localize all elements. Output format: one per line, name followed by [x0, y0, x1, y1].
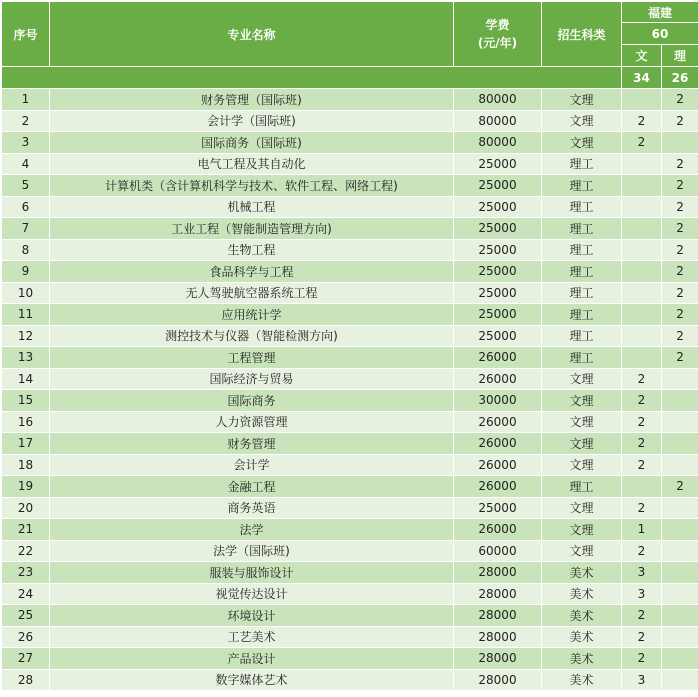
- row-wen-quota: [622, 175, 662, 197]
- row-major-name: 工业工程（智能制造管理方向): [50, 218, 454, 240]
- header-wen: 文: [622, 45, 662, 67]
- row-wen-quota: [622, 89, 662, 111]
- row-tuition: 25000: [454, 304, 542, 326]
- row-wen-quota: 3: [622, 583, 662, 605]
- row-major-name: 应用统计学: [50, 304, 454, 326]
- row-index: 11: [2, 304, 50, 326]
- row-category: 文理: [542, 89, 622, 111]
- table-row: [2, 175, 698, 197]
- row-li-quota: 2: [662, 261, 698, 283]
- row-li-quota: 2: [662, 282, 698, 304]
- row-major-name: 计算机类（含计算机科学与技术、软件工程、网络工程): [50, 175, 454, 197]
- table-row: [2, 540, 698, 562]
- row-major-name: 无人驾驶航空器系统工程: [50, 282, 454, 304]
- row-wen-quota: 1: [622, 519, 662, 541]
- row-tuition: 28000: [454, 562, 542, 584]
- row-tuition: 26000: [454, 347, 542, 369]
- header-index: 序号: [2, 2, 50, 67]
- row-wen-quota: 2: [622, 497, 662, 519]
- header-region: 福建: [622, 2, 698, 23]
- row-tuition: 25000: [454, 282, 542, 304]
- row-major-name: 产品设计: [50, 648, 454, 670]
- row-tuition: 25000: [454, 239, 542, 261]
- row-wen-quota: [622, 153, 662, 175]
- row-major-name: 人力资源管理: [50, 411, 454, 433]
- row-category: 文理: [542, 390, 622, 412]
- row-tuition: 25000: [454, 153, 542, 175]
- row-category: 文理: [542, 454, 622, 476]
- row-li-quota: 2: [662, 153, 698, 175]
- row-li-quota: 2: [662, 239, 698, 261]
- row-li-quota: [662, 368, 698, 390]
- row-major-name: 国际经济与贸易: [50, 368, 454, 390]
- row-tuition: 28000: [454, 669, 542, 691]
- row-tuition: 25000: [454, 325, 542, 347]
- row-li-quota: 2: [662, 175, 698, 197]
- row-tuition: 25000: [454, 196, 542, 218]
- row-index: 3: [2, 132, 50, 154]
- row-li-quota: [662, 433, 698, 455]
- row-index: 25: [2, 605, 50, 627]
- row-index: 20: [2, 497, 50, 519]
- row-major-name: 金融工程: [50, 476, 454, 498]
- row-tuition: 26000: [454, 519, 542, 541]
- row-major-name: 工程管理: [50, 347, 454, 369]
- row-index: 10: [2, 282, 50, 304]
- row-tuition: 25000: [454, 218, 542, 240]
- table-row: [2, 497, 698, 519]
- row-index: 13: [2, 347, 50, 369]
- row-major-name: 食品科学与工程: [50, 261, 454, 283]
- row-index: 17: [2, 433, 50, 455]
- table-row: [2, 476, 698, 498]
- row-tuition: 28000: [454, 626, 542, 648]
- row-wen-quota: [622, 196, 662, 218]
- enrollment-plan-table: [1, 1, 698, 691]
- row-major-name: 财务管理（国际班): [50, 89, 454, 111]
- row-major-name: 法学（国际班): [50, 540, 454, 562]
- row-major-name: 服装与服饰设计: [50, 562, 454, 584]
- row-category: 理工: [542, 347, 622, 369]
- row-category: 理工: [542, 476, 622, 498]
- row-index: 4: [2, 153, 50, 175]
- row-wen-quota: 2: [622, 368, 662, 390]
- row-wen-quota: 2: [622, 648, 662, 670]
- table-row: [2, 411, 698, 433]
- row-wen-quota: 2: [622, 433, 662, 455]
- row-tuition: 30000: [454, 390, 542, 412]
- row-index: 27: [2, 648, 50, 670]
- row-li-quota: 2: [662, 218, 698, 240]
- row-category: 文理: [542, 368, 622, 390]
- table-row: [2, 669, 698, 691]
- row-category: 理工: [542, 153, 622, 175]
- row-category: 理工: [542, 261, 622, 283]
- row-major-name: 财务管理: [50, 433, 454, 455]
- header-major-name: 专业名称: [50, 2, 454, 67]
- row-index: 14: [2, 368, 50, 390]
- row-major-name: 国际商务: [50, 390, 454, 412]
- row-li-quota: 2: [662, 196, 698, 218]
- row-wen-quota: 3: [622, 562, 662, 584]
- row-wen-quota: 2: [622, 626, 662, 648]
- row-tuition: 28000: [454, 648, 542, 670]
- row-major-name: 生物工程: [50, 239, 454, 261]
- row-index: 16: [2, 411, 50, 433]
- row-li-quota: 2: [662, 110, 698, 132]
- row-major-name: 商务英语: [50, 497, 454, 519]
- row-category: 文理: [542, 519, 622, 541]
- row-category: 美术: [542, 648, 622, 670]
- row-tuition: 80000: [454, 132, 542, 154]
- table-row: [2, 196, 698, 218]
- table-header: [2, 2, 698, 89]
- row-category: 文理: [542, 497, 622, 519]
- row-category: 美术: [542, 562, 622, 584]
- row-tuition: 26000: [454, 411, 542, 433]
- row-wen-quota: [622, 239, 662, 261]
- row-li-quota: [662, 648, 698, 670]
- row-index: 2: [2, 110, 50, 132]
- row-tuition: 80000: [454, 110, 542, 132]
- row-li-quota: [662, 411, 698, 433]
- row-wen-quota: [622, 261, 662, 283]
- row-wen-quota: [622, 325, 662, 347]
- table-row: [2, 583, 698, 605]
- row-wen-quota: [622, 476, 662, 498]
- row-major-name: 环境设计: [50, 605, 454, 627]
- row-index: 24: [2, 583, 50, 605]
- row-major-name: 测控技术与仪器（智能检测方向): [50, 325, 454, 347]
- table-row: [2, 282, 698, 304]
- row-li-quota: [662, 540, 698, 562]
- header-wen-total: 34: [622, 67, 662, 89]
- table-body: [2, 89, 698, 691]
- row-category: 美术: [542, 669, 622, 691]
- table-row: [2, 519, 698, 541]
- row-li-quota: [662, 497, 698, 519]
- row-wen-quota: 2: [622, 132, 662, 154]
- row-tuition: 80000: [454, 89, 542, 111]
- header-li-total: 26: [662, 67, 698, 89]
- row-index: 18: [2, 454, 50, 476]
- row-index: 6: [2, 196, 50, 218]
- table-row: [2, 626, 698, 648]
- table-row: [2, 304, 698, 326]
- row-major-name: 会计学: [50, 454, 454, 476]
- row-li-quota: [662, 390, 698, 412]
- row-wen-quota: [622, 304, 662, 326]
- row-index: 26: [2, 626, 50, 648]
- row-li-quota: 2: [662, 347, 698, 369]
- row-major-name: 数字媒体艺术: [50, 669, 454, 691]
- row-li-quota: [662, 454, 698, 476]
- table-row: [2, 605, 698, 627]
- row-li-quota: [662, 626, 698, 648]
- row-wen-quota: 2: [622, 605, 662, 627]
- row-wen-quota: 2: [622, 454, 662, 476]
- row-li-quota: [662, 605, 698, 627]
- header-category: 招生科类: [542, 2, 622, 67]
- table-row: [2, 433, 698, 455]
- row-wen-quota: 3: [622, 669, 662, 691]
- header-tuition-label: 学费: [454, 16, 541, 34]
- row-li-quota: 2: [662, 89, 698, 111]
- row-wen-quota: [622, 347, 662, 369]
- row-index: 9: [2, 261, 50, 283]
- row-tuition: 25000: [454, 497, 542, 519]
- header-li: 理: [662, 45, 698, 67]
- table-row: [2, 132, 698, 154]
- row-li-quota: [662, 132, 698, 154]
- row-category: 理工: [542, 196, 622, 218]
- table-row: [2, 368, 698, 390]
- row-wen-quota: [622, 218, 662, 240]
- row-major-name: 视觉传达设计: [50, 583, 454, 605]
- table-row: [2, 239, 698, 261]
- row-wen-quota: [622, 282, 662, 304]
- row-index: 8: [2, 239, 50, 261]
- table-row: [2, 261, 698, 283]
- row-category: 理工: [542, 218, 622, 240]
- row-tuition: 60000: [454, 540, 542, 562]
- row-index: 15: [2, 390, 50, 412]
- row-major-name: 法学: [50, 519, 454, 541]
- header-tuition-unit: (元/年): [454, 34, 541, 52]
- header-spacer: [2, 67, 622, 89]
- table-row: [2, 454, 698, 476]
- row-li-quota: [662, 583, 698, 605]
- table-row: [2, 390, 698, 412]
- table-row: [2, 153, 698, 175]
- row-li-quota: [662, 562, 698, 584]
- row-category: 理工: [542, 175, 622, 197]
- table-row: [2, 562, 698, 584]
- row-category: 文理: [542, 110, 622, 132]
- row-major-name: 机械工程: [50, 196, 454, 218]
- row-category: 美术: [542, 605, 622, 627]
- row-tuition: 26000: [454, 433, 542, 455]
- row-category: 美术: [542, 583, 622, 605]
- row-li-quota: 2: [662, 304, 698, 326]
- row-tuition: 25000: [454, 175, 542, 197]
- row-wen-quota: 2: [622, 411, 662, 433]
- row-category: 文理: [542, 132, 622, 154]
- row-tuition: 26000: [454, 476, 542, 498]
- row-wen-quota: 2: [622, 540, 662, 562]
- row-category: 理工: [542, 239, 622, 261]
- row-major-name: 会计学（国际班): [50, 110, 454, 132]
- row-category: 文理: [542, 433, 622, 455]
- table-row: [2, 110, 698, 132]
- row-index: 5: [2, 175, 50, 197]
- row-tuition: 28000: [454, 583, 542, 605]
- row-index: 22: [2, 540, 50, 562]
- row-index: 12: [2, 325, 50, 347]
- row-index: 19: [2, 476, 50, 498]
- row-wen-quota: 2: [622, 110, 662, 132]
- table-row: [2, 218, 698, 240]
- table-row: [2, 648, 698, 670]
- row-index: 23: [2, 562, 50, 584]
- table-row: [2, 325, 698, 347]
- header-region-total: 60: [622, 23, 698, 45]
- row-category: 文理: [542, 540, 622, 562]
- row-tuition: 26000: [454, 368, 542, 390]
- row-li-quota: [662, 669, 698, 691]
- row-tuition: 28000: [454, 605, 542, 627]
- row-li-quota: 2: [662, 476, 698, 498]
- table-row: [2, 89, 698, 111]
- row-li-quota: 2: [662, 325, 698, 347]
- row-wen-quota: 2: [622, 390, 662, 412]
- header-tuition: [454, 2, 542, 67]
- row-major-name: 电气工程及其自动化: [50, 153, 454, 175]
- row-li-quota: [662, 519, 698, 541]
- row-category: 理工: [542, 304, 622, 326]
- row-index: 1: [2, 89, 50, 111]
- row-major-name: 国际商务（国际班): [50, 132, 454, 154]
- row-index: 7: [2, 218, 50, 240]
- row-major-name: 工艺美术: [50, 626, 454, 648]
- row-category: 美术: [542, 626, 622, 648]
- row-category: 理工: [542, 325, 622, 347]
- row-category: 理工: [542, 282, 622, 304]
- row-category: 文理: [542, 411, 622, 433]
- row-index: 21: [2, 519, 50, 541]
- row-index: 28: [2, 669, 50, 691]
- row-tuition: 25000: [454, 261, 542, 283]
- table-row: [2, 347, 698, 369]
- row-tuition: 26000: [454, 454, 542, 476]
